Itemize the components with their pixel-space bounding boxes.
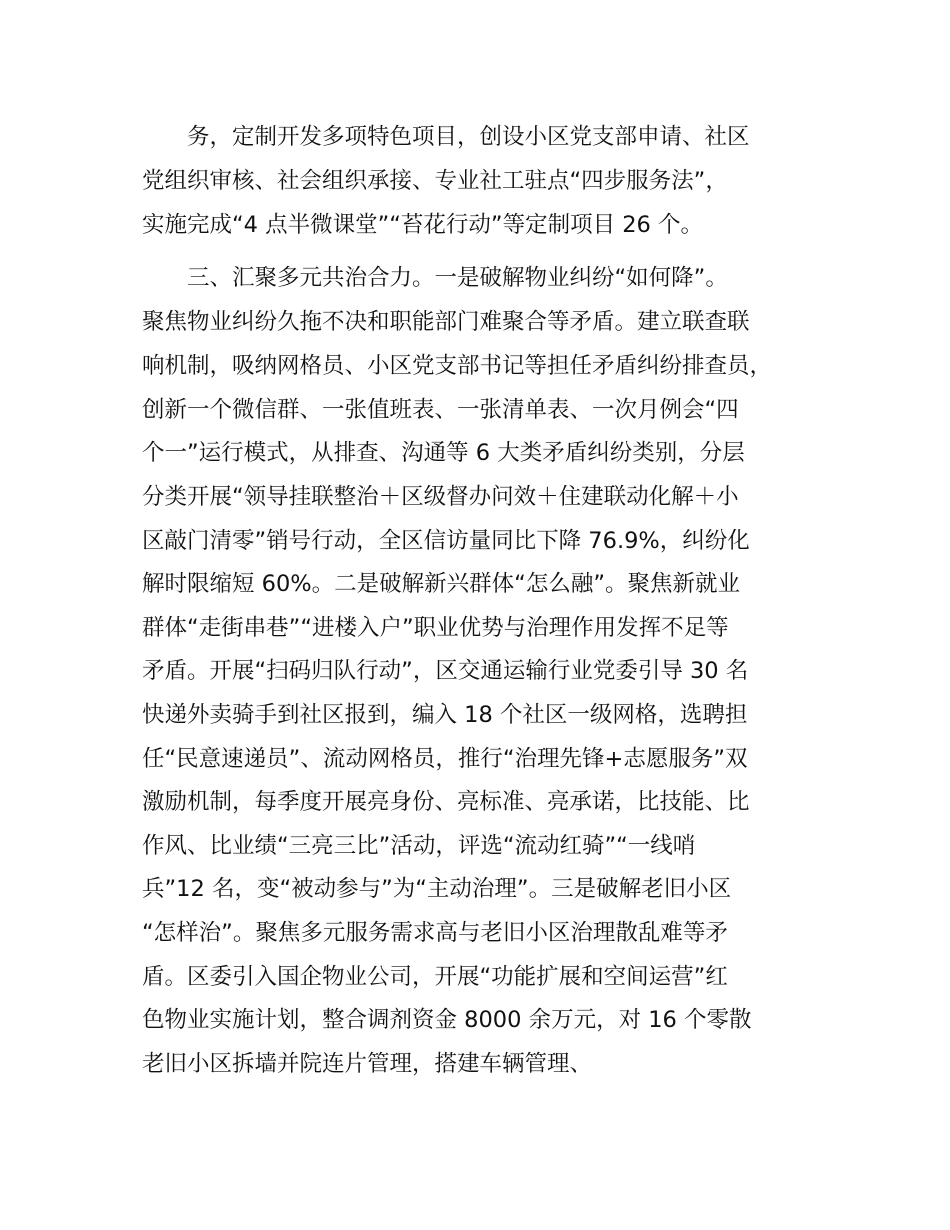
text-line-14: 快递外卖骑手到社区报到，编入 18 个社区一级网格，选聘担	[142, 702, 748, 728]
text-line-2: 党组织审核、社会组织承接、专业社工驻点“四步服务法”，	[142, 168, 728, 194]
text-line-21: 色物业实施计划，整合调剂资金 8000 余万元，对 16 个零散	[142, 1007, 752, 1033]
text-line-12: 群体“走街串巷”“进楼入户”职业优势与治理作用发挥不足等	[142, 615, 729, 641]
text-line-1: 务，定制开发多项特色项目，创设小区党支部申请、社区	[187, 124, 750, 150]
text-line-19: “怎样治”。聚焦多元服务需求高与老旧小区治理散乱难等矛	[142, 920, 728, 946]
text-line-6: 响机制，吸纳网格员、小区党支部书记等担任矛盾纠纷排查员，	[142, 353, 773, 379]
text-line-4: 三、汇聚多元共治合力。一是破解物业纠纷“如何降”。	[187, 265, 728, 291]
text-line-16: 激励机制，每季度开展亮身份、亮标准、亮承诺，比技能、比	[142, 789, 750, 815]
text-line-5: 聚焦物业纠纷久拖不决和职能部门难聚合等矛盾。建立联查联	[142, 309, 750, 335]
text-line-7: 创新一个微信群、一张值班表、一张清单表、一次月例会“四	[142, 397, 739, 423]
text-line-20: 盾。区委引入国企物业公司，开展“功能扩展和空间运营”红	[142, 964, 728, 990]
text-line-13: 矛盾。开展“扫码归队行动”，区交通运输行业党委引导 30 名	[142, 658, 749, 684]
text-line-10: 区敲门清零”销号行动，全区信访量同比下降 76.9%，纠纷化	[142, 528, 750, 554]
text-line-17: 作风、比业绩“三亮三比”活动，评选“流动红骑”“一线哨	[142, 833, 696, 859]
text-line-8: 个一”运行模式，从排查、沟通等 6 大类矛盾纠纷类别，分层	[142, 440, 745, 466]
text-line-18: 兵”12 名，变“被动参与”为“主动治理”。三是破解老旧小区	[142, 876, 732, 902]
text-line-11: 解时限缩短 60%。二是破解新兴群体“怎么融”。聚焦新就业	[142, 571, 740, 597]
text-line-15: 任“民意速递员”、流动网格员，推行“治理先锋+志愿服务”双	[142, 746, 748, 772]
text-line-3: 实施完成“4 点半微课堂”“苔花行动”等定制项目 26 个。	[142, 212, 704, 238]
text-line-22: 老旧小区拆墙并院连片管理，搭建车辆管理、	[142, 1051, 593, 1077]
text-line-9: 分类开展“领导挂联整治＋区级督办问效＋住建联动化解＋小	[142, 484, 739, 510]
